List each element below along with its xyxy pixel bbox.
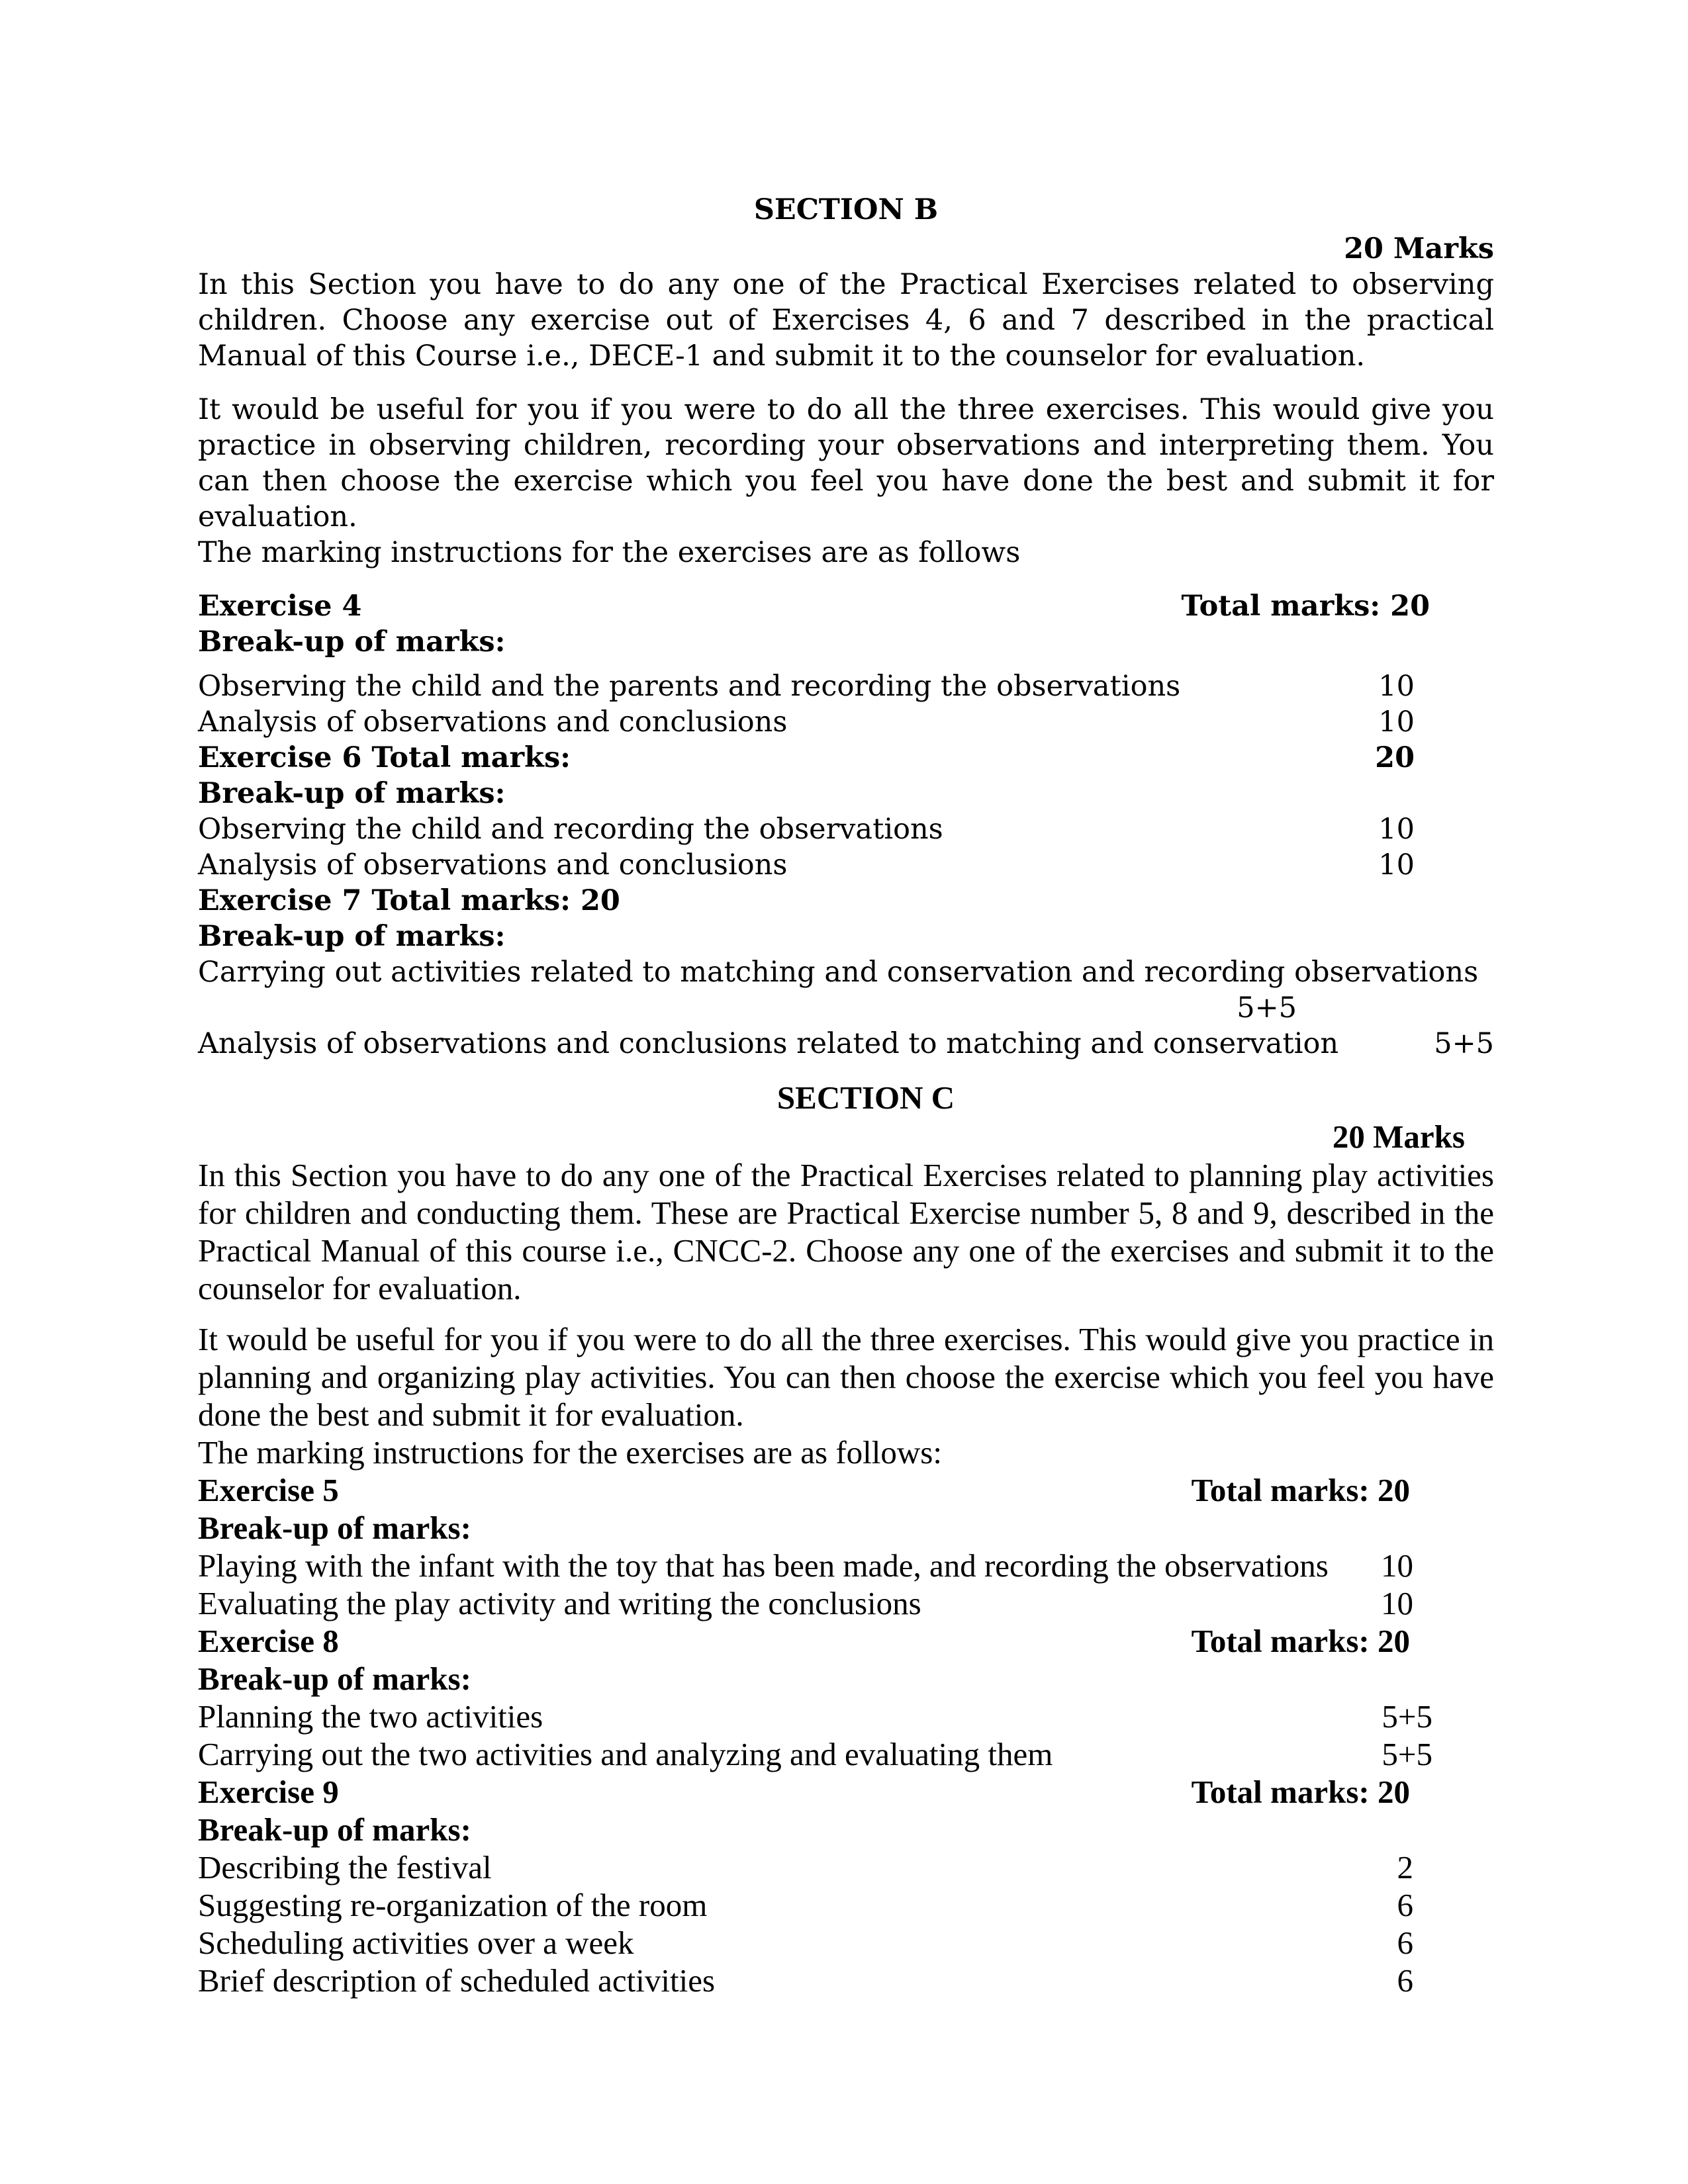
- exercise-6-title: Exercise 6 Total marks:: [198, 741, 571, 774]
- item-mark: 5+5: [1434, 1027, 1494, 1060]
- exercise-6-item-1: [198, 811, 1494, 847]
- exercise-6-heading: [198, 740, 1494, 776]
- item-text: Planning the two activities: [198, 1698, 543, 1735]
- section-c-marks: 20 Marks: [1332, 1118, 1465, 1155]
- section-b-marks: 20 Marks: [1344, 232, 1494, 265]
- exercise-9-breakup-label: Break-up of marks:: [198, 1811, 471, 1848]
- item-text: Observing the child and the parents and recording the observations: [198, 670, 1181, 703]
- exercise-5-item-1: [198, 1547, 1494, 1584]
- exercise-7-item-1-text: Carrying out activities related to matching and conservation and recording observations: [198, 956, 1479, 989]
- exercise-6-total: 20: [1375, 741, 1415, 774]
- exercise-9-item-2: [198, 1886, 1494, 1924]
- item-text: Brief description of scheduled activities: [198, 1962, 716, 1999]
- section-c-intro-1: In this Section you have to do any one of the Practical Exercises related to planning play activities for children and conducting them. These are Practical Exercise number 5, 8 and 9, described in the Practical Manual of this course i.e., CNCC-2. Choose any one of the exercises and submit it to the counselor for evaluation.: [198, 1157, 1494, 1306]
- section-b-title: SECTION B: [753, 193, 939, 226]
- exercise-6-breakup-label: Break-up of marks:: [198, 777, 506, 810]
- item-text: Observing the child and recording the observations: [198, 813, 943, 846]
- item-mark: 10: [1378, 813, 1415, 846]
- section-c-title: SECTION C: [776, 1079, 955, 1116]
- item-text: Playing with the infant with the toy that has been made, and recording the observations: [198, 1547, 1329, 1584]
- exercise-8-breakup-label: Break-up of marks:: [198, 1661, 471, 1697]
- item-text: Analysis of observations and conclusions: [198, 705, 788, 739]
- exercise-9-total: Total marks: 20: [1191, 1774, 1410, 1810]
- item-mark: 6: [1397, 1925, 1413, 1961]
- item-text: Describing the festival: [198, 1849, 492, 1886]
- item-mark: 5+5: [1382, 1736, 1432, 1772]
- exercise-4-breakup-label: Break-up of marks:: [198, 625, 506, 659]
- item-text: Scheduling activities over a week: [198, 1925, 634, 1961]
- item-mark: 10: [1381, 1547, 1413, 1584]
- exercise-4-total: Total marks: 20: [1181, 590, 1430, 623]
- item-mark: 6: [1397, 1887, 1413, 1923]
- exercise-7-item-1-mark: 5+5: [1237, 991, 1297, 1024]
- item-mark: 10: [1378, 705, 1415, 739]
- exercise-4-heading: [198, 588, 1494, 624]
- exercise-8-item-2: [198, 1735, 1494, 1773]
- exercise-4-name: Exercise 4: [198, 590, 362, 623]
- item-mark: 10: [1378, 670, 1415, 703]
- item-text: Analysis of observations and conclusions: [198, 848, 788, 882]
- item-mark: 10: [1378, 848, 1415, 882]
- exercise-8-item-1: [198, 1698, 1494, 1735]
- item-text: Carrying out the two activities and analyzing and evaluating them: [198, 1736, 1053, 1772]
- exercise-9-name: Exercise 9: [198, 1774, 339, 1810]
- section-b-intro-2: It would be useful for you if you were to do all the three exercises. This would give you practice in observing children, recording your observations and interpreting them. You can then choose the exercise which you feel you have done the best and submit it for evaluation.: [198, 393, 1494, 533]
- item-mark: 10: [1381, 1585, 1413, 1621]
- item-mark: 2: [1397, 1849, 1413, 1886]
- item-text: Suggesting re-organization of the room: [198, 1887, 708, 1923]
- section-b-intro-3: The marking instructions for the exercises are as follows: [198, 536, 1021, 569]
- exercise-6-item-2: [198, 847, 1494, 883]
- section-c-intro-2: It would be useful for you if you were to do all the three exercises. This would give you practice in planning and organizing play activities. You can then choose the exercise which you feel you have done the best and submit it for evaluation.: [198, 1321, 1494, 1433]
- section-b: [198, 192, 1494, 1062]
- exercise-8-total: Total marks: 20: [1191, 1623, 1410, 1659]
- item-text: Analysis of observations and conclusions related to matching and conservation: [198, 1027, 1339, 1060]
- exercise-7-item-2: [198, 1026, 1494, 1062]
- item-mark: 5+5: [1382, 1698, 1432, 1735]
- exercise-5-name: Exercise 5: [198, 1472, 339, 1508]
- item-mark: 6: [1397, 1962, 1413, 1999]
- exercise-9-item-1: [198, 1848, 1494, 1886]
- exercise-4-item-2: [198, 704, 1494, 740]
- page-content: [198, 192, 1494, 1999]
- exercise-8-name: Exercise 8: [198, 1623, 339, 1659]
- exercise-5-breakup-label: Break-up of marks:: [198, 1510, 471, 1546]
- exercise-9-heading: [198, 1773, 1494, 1811]
- exercise-5-item-2: [198, 1584, 1494, 1622]
- exercise-5-heading: [198, 1471, 1494, 1509]
- exercise-8-heading: [198, 1622, 1494, 1660]
- exercise-9-item-3: [198, 1924, 1494, 1962]
- exercise-5-total: Total marks: 20: [1191, 1472, 1410, 1508]
- exercise-9-item-4: [198, 1962, 1494, 1999]
- exercise-7-breakup-label: Break-up of marks:: [198, 920, 506, 953]
- exercise-4-item-1: [198, 668, 1494, 704]
- exercise-7-heading: Exercise 7 Total marks: 20: [198, 884, 620, 917]
- section-b-intro-1: In this Section you have to do any one of the Practical Exercises related to observing children. Choose any exercise out of Exercises 4, 6 and 7 described in the practical Manual of this Course i.e., DECE-1 and submit it to the counselor for evaluation.: [198, 268, 1494, 373]
- section-c-intro-3: The marking instructions for the exercises are as follows:: [198, 1434, 942, 1471]
- item-text: Evaluating the play activity and writing the conclusions: [198, 1585, 921, 1621]
- section-c: [198, 1079, 1494, 1999]
